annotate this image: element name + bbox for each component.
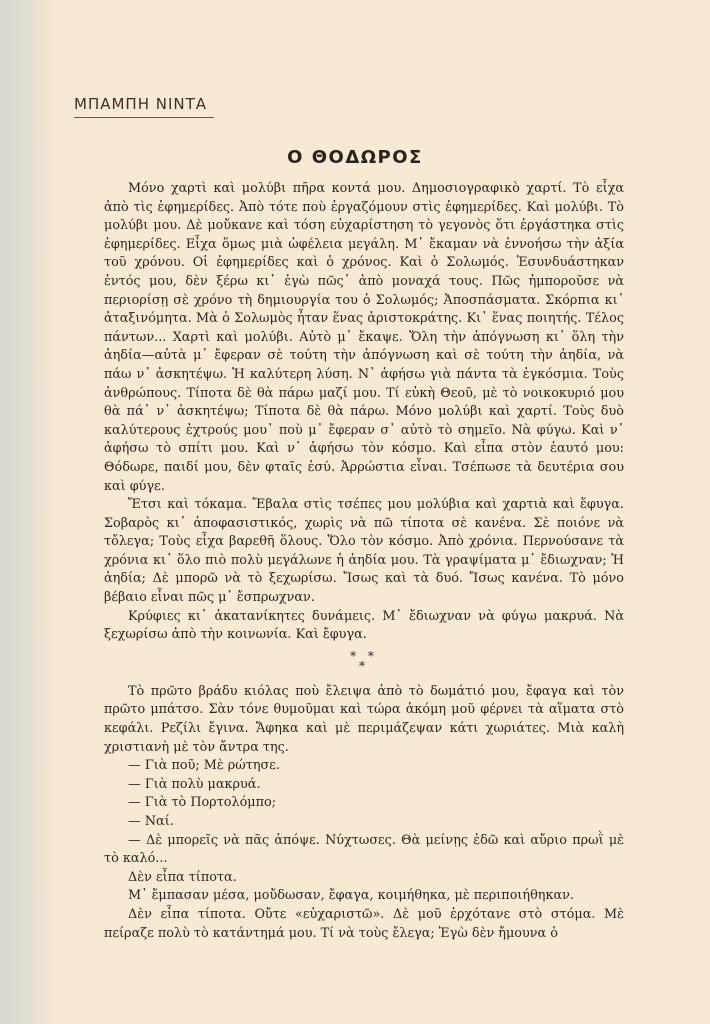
paragraph-3: Κρύφιες κι᾽ ἀκατανίκητες δυνάμεις. Μ᾽ ἔδιωχναν νὰ φύγω μακρυά. Νὰ ξεχωρίσω ἀπὸ τὴν κοινωνία. Καὶ ἔφυγα.	[104, 608, 624, 643]
story-body	[104, 180, 624, 943]
paragraph-7: Δὲν εἶπα τίποτα. Οὔτε «εὐχαριστῶ». Δὲ μοῦ ἐρχότανε στὸ στόμα. Μὲ πείραζε πολὺ τὸ κατάντημά μου. Τί νὰ τοὺς ἔλεγα; Ἐγὼ δὲν ἤμουνα ὁ	[104, 906, 624, 941]
paragraph-4: Τὸ πρῶτο βράδυ κιόλας ποὺ ἔλειψα ἀπὸ τὸ δωμάτιό μου, ἔφαγα καὶ τὸν πρῶτο μπάτσο. Σὰν τόνε θυμοῦμαι καὶ τώρα ἀκόμη μοῦ φέρνει τὰ αἵματα στὸ κεφάλι. Ρεζίλι ἔγινα. Ἄφηκα καὶ μὲ περιμάζεψαν κάτι χωριάτες. Μιὰ καλὴ χριστιανὴ μὲ τὸν ἄντρα της.	[104, 683, 624, 755]
paragraph-2: Ἔτσι καὶ τόκαμα. Ἔβαλα στὶς τσέπες μου μολύβια καὶ χαρτιὰ καὶ ἔφυγα. Σοβαρὸς κι᾽ ἀποφασιστικός, χωρὶς νὰ πῶ τίποτα σὲ κανένα. Σὲ ποιόνε νὰ τὄλεγα; Τοὺς εἶχα βαρεθῆ ὅλους. Ὅλο τὸν κόσμο. Ἀπὸ χρόνια. Περνούσανε τὰ χρόνια κι᾽ ὅλο πιὸ πολὺ μεγάλωνε ἡ ἀηδία μου. Τὰ γραψίματα μ᾽ ἔδιωχναν; Ἡ ἀηδία; Δὲ μπορῶ νὰ τὸ ξεχωρίσω. Ἴσως καὶ τὰ δυό. Ἴσως κανένα. Τὸ μόνο βέβαιο εἶναι πῶς μ᾽ ἔσπρωχναν.	[104, 497, 624, 606]
dialogue-line-4: — Ναί.	[128, 814, 174, 829]
paragraph-6: Μ᾽ ἔμπασαν μέσα, μοὔδωσαν, ἔφαγα, κοιμήθηκα, μὲ περιποιήθηκαν.	[128, 888, 574, 904]
paragraph-1: Μόνο χαρτὶ καὶ μολύβι πῆρα κοντά μου. Δημοσιογραφικὸ χαρτί. Τὸ εἶχα ἀπὸ τὶς ἐφημερίδες. Ἀπὸ τότε ποὺ ἐργαζόμουν στὶς ἐφημερίδες. Καὶ μολύβι. Τὸ μολύβι μου. Δὲ μοὔκανε καὶ τόση εὐχαρίστηση τὸ γεγονὸς ὅτι ἐργάστηκα στὶς ἐφημερίδες. Εἶχα ὅμως μιὰ ὠφέλεια μεγάλη. Μ᾽ ἔκαμαν νὰ ἐννοήσω τὴν ἀξία τοῦ χρόνου. Οἱ ἐφημερίδες καὶ ὁ χρόνος. Καὶ ὁ Σολωμός. Ἐσυνδυάστηκαν ἐντός μου, δὲν ξέρω κι᾽ ἐγὼ πῶς᾽ ἀπὸ μοναχά τους. Πῶς ἠμποροῦσε νὰ περιορίσῃ σὲ χρόνο τὴ δημιουργία του ὁ Σολωμός; Ἀποσπάσματα. Σκόρπια κι᾽ ἀταξινόμητα. Μὰ ὁ Σολωμὸς ἦταν ἕνας ἀριστοκράτης. Κι᾽ ἕνας ποιητής. Τέλος πάντων... Χαρτὶ καὶ μολύβι. Αὐτὸ μ᾽ ἔκαψε. Ὅλη τὴν ἀπόγνωση κι᾽ ὅλη τὴν ἀηδία—αὐτὰ μ᾽ ἔφεραν σὲ τούτη τὴν ἀπόγνωση καὶ σὲ τούτη τὴν ἀηδία, νὰ πάω ν᾽ ἀσκητέψω. Ἡ καλύτερη λύση. Ν᾽ ἀφήσω γιὰ πάντα τὰ ἐγκόσμια. Τοὺς ἀνθρώπους. Τίποτα δὲ θὰ πάρω μαζί μου. Τί εὐκὴ Θεοῦ, μὲ τὸ νοικοκυριό μου θὰ πά᾽ ν᾽ ἀσκητέψω; Τίποτα δὲ θὰ πάρω. Μόνο μολύβι καὶ χαρτί. Τοὺς δυὸ καλύτερους ἐχτρούς μου᾽ ποὺ μ᾽ ἔφεραν σ᾽ αὐτὸ τὸ σημεῖο. Νὰ φύγω. Καὶ ν᾽ ἀφήσω τὸ σπίτι μου. Καὶ ν᾽ ἀφήσω τὸν κόσμο. Καὶ εἶπα στὸν ἑαυτό μου: Θόδωρε, παιδί μου, δὲν φταῖς ἐσύ. Ἀρρώστια εἶναι. Τσέπωσε τὰ δευτέρια σου καὶ φύγε.	[104, 181, 624, 494]
separator-stars: * *	[350, 648, 378, 663]
section-separator	[104, 648, 624, 673]
story-title: Ο ΘΟΔΩΡΟΣ	[287, 147, 423, 168]
dialogue-line-2: — Γιὰ πολὺ μακρυά.	[128, 776, 261, 792]
paragraph-5: Δὲν εἶπα τίποτα.	[128, 869, 237, 885]
dialogue-line-5: — Δὲ μπορεῖς νὰ πᾶς ἀπόψε. Νύχτωσες. Θὰ μείνῃς ἐδῶ καὶ αὔριο πρωῒ μὲ τὸ καλό...	[104, 832, 624, 867]
separator-star-bottom: *	[359, 658, 369, 673]
dialogue-line-1: — Γιὰ ποῦ; Μὲ ρώτησε.	[128, 758, 280, 774]
author-name: ΜΠΑΜΠΗ ΝΙΝΤΑ	[74, 95, 208, 113]
dialogue-line-3: — Γιὰ τὸ Πορτολόμπο;	[128, 795, 277, 811]
author-underline	[74, 117, 214, 118]
